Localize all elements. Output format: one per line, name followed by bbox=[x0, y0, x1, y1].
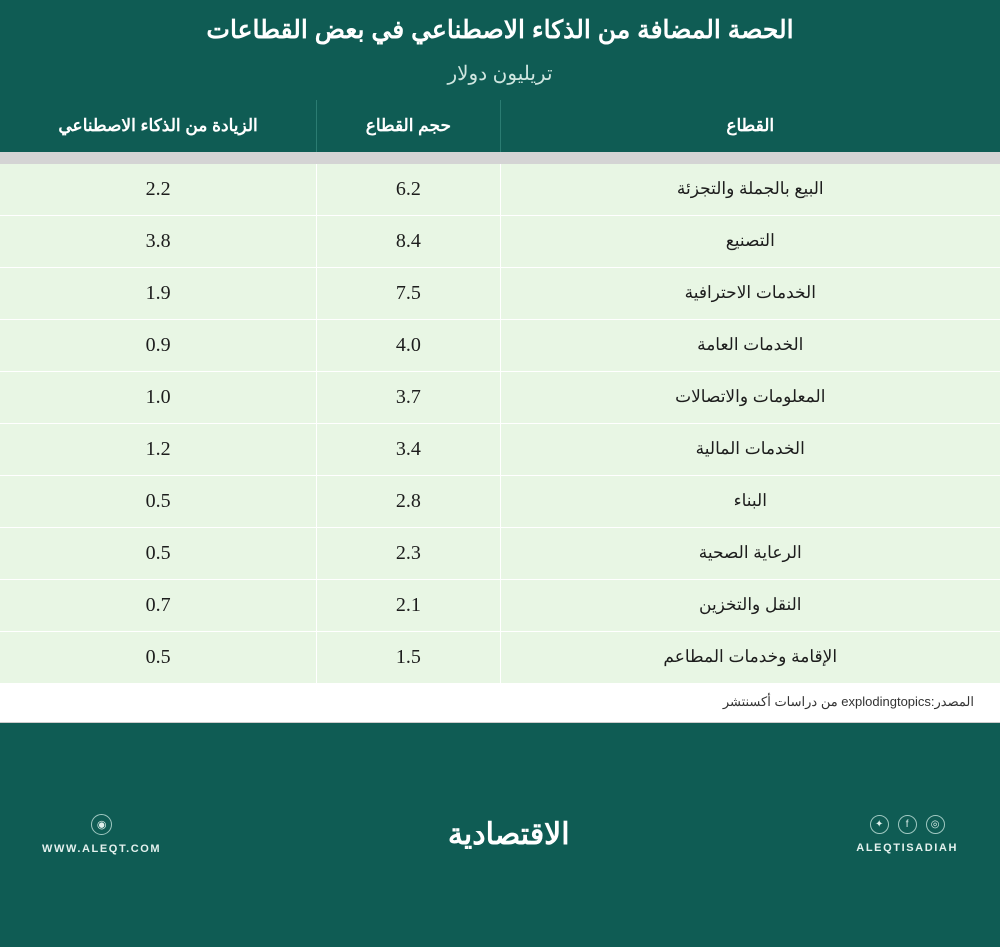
header bbox=[0, 0, 1000, 100]
cell-sector: الرعاية الصحية bbox=[500, 527, 1000, 579]
footer-website-block bbox=[42, 814, 161, 855]
cell-sector: الإقامة وخدمات المطاعم bbox=[500, 631, 1000, 683]
cell-size: 4.0 bbox=[317, 319, 500, 371]
cell-sector: الخدمات المالية bbox=[500, 423, 1000, 475]
table-row bbox=[0, 164, 1000, 216]
table-row bbox=[0, 423, 1000, 475]
cell-size: 3.7 bbox=[317, 371, 500, 423]
cell-size: 3.4 bbox=[317, 423, 500, 475]
footer bbox=[0, 723, 1000, 947]
column-header-increase: الزيادة من الذكاء الاصطناعي bbox=[0, 100, 317, 152]
cell-increase: 1.0 bbox=[0, 371, 317, 423]
cell-sector: البناء bbox=[500, 475, 1000, 527]
cell-sector: الخدمات الاحترافية bbox=[500, 267, 1000, 319]
cell-size: 2.3 bbox=[317, 527, 500, 579]
data-table-wrapper bbox=[0, 100, 1000, 684]
data-table bbox=[0, 100, 1000, 684]
page-subtitle: تريليون دولار bbox=[447, 62, 553, 85]
cell-increase: 1.2 bbox=[0, 423, 317, 475]
cell-sector: المعلومات والاتصالات bbox=[500, 371, 1000, 423]
cell-increase: 0.5 bbox=[0, 475, 317, 527]
cell-increase: 3.8 bbox=[0, 215, 317, 267]
column-header-size: حجم القطاع bbox=[317, 100, 500, 152]
cell-sector: الخدمات العامة bbox=[500, 319, 1000, 371]
column-header-sector: القطاع bbox=[500, 100, 1000, 152]
table-row bbox=[0, 267, 1000, 319]
table-header-row bbox=[0, 100, 1000, 152]
cell-size: 2.8 bbox=[317, 475, 500, 527]
cell-size: 6.2 bbox=[317, 164, 500, 216]
table-row bbox=[0, 371, 1000, 423]
cell-sector: النقل والتخزين bbox=[500, 579, 1000, 631]
cell-increase: 0.9 bbox=[0, 319, 317, 371]
table-row bbox=[0, 579, 1000, 631]
website-url[interactable]: WWW.ALEQT.COM bbox=[42, 843, 162, 856]
social-icons bbox=[870, 815, 945, 834]
table-row bbox=[0, 215, 1000, 267]
table-body bbox=[0, 152, 1000, 684]
cell-size: 1.5 bbox=[317, 631, 500, 683]
cell-increase: 2.2 bbox=[0, 164, 317, 216]
cell-size: 7.5 bbox=[317, 267, 500, 319]
cell-sector: التصنيع bbox=[500, 215, 1000, 267]
cell-increase: 0.7 bbox=[0, 579, 317, 631]
cell-increase: 1.9 bbox=[0, 267, 317, 319]
source-note: المصدر:explodingtopics من دراسات أكسنتشر bbox=[0, 684, 1000, 723]
cell-increase: 0.5 bbox=[0, 631, 317, 683]
table-row bbox=[0, 319, 1000, 371]
globe-icon: ◉ bbox=[91, 814, 112, 835]
footer-social-block bbox=[856, 815, 958, 854]
header-divider bbox=[0, 152, 1000, 164]
table-row bbox=[0, 527, 1000, 579]
cell-sector: البيع بالجملة والتجزئة bbox=[500, 164, 1000, 216]
cell-increase: 0.5 bbox=[0, 527, 317, 579]
instagram-icon[interactable]: ◎ bbox=[926, 815, 945, 834]
cell-size: 8.4 bbox=[317, 215, 500, 267]
facebook-icon[interactable]: f bbox=[898, 815, 917, 834]
table-row bbox=[0, 475, 1000, 527]
page-title: الحصة المضافة من الذكاء الاصطناعي في بعض القطاعات bbox=[206, 16, 794, 44]
cell-size: 2.1 bbox=[317, 579, 500, 631]
table-row bbox=[0, 631, 1000, 683]
twitter-icon[interactable]: ✦ bbox=[870, 815, 889, 834]
brand-logo: الاقتصادية bbox=[447, 818, 570, 852]
social-handle: ALEQTISADIAH bbox=[856, 842, 958, 855]
